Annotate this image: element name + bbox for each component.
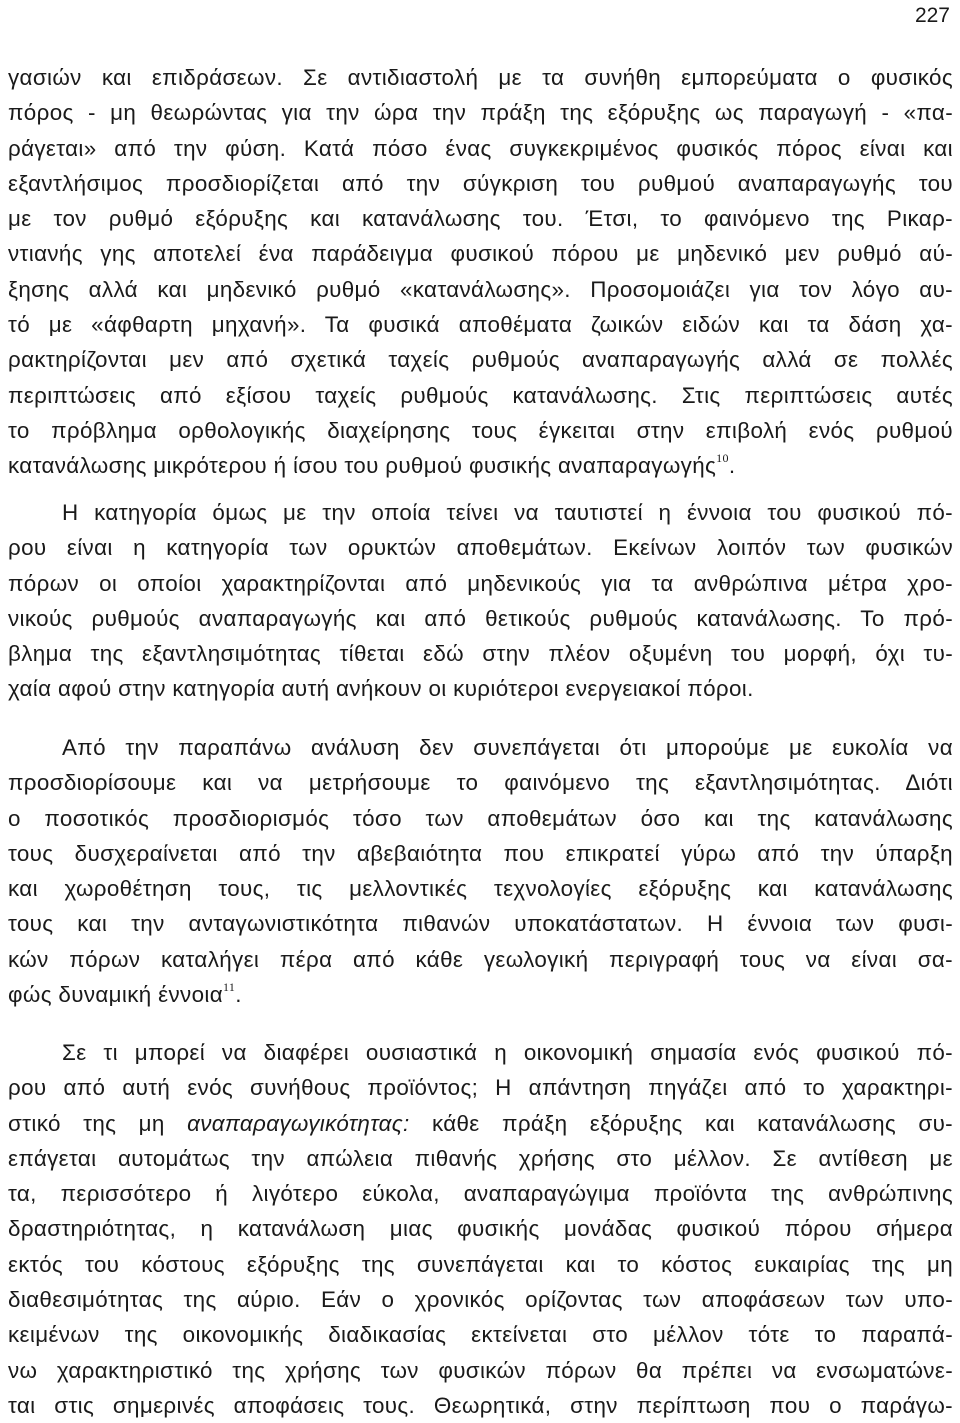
paragraph-3 <box>8 730 953 1012</box>
text-line: τό με «άφθαρτη μηχανή». Τα φυσικά αποθέματα ζωικών ειδών και τα δάση χα- <box>8 312 953 338</box>
text-fragment: κατανάλωσης μικρότερου ή ίσου του ρυθμού φυσικής αναπαραγωγής <box>8 453 717 479</box>
text-line: κειμένων της οικονομικής διαδικασίας εκτείνεται στο μέλλον τότε το παραπά- <box>8 1322 953 1348</box>
text-line: και χωροθέτηση τους, τις μελλοντικές τεχνολογίες εξόρυξης και κατανάλωσης <box>8 876 953 902</box>
text-fragment: Από την παραπάνω ανάλυση δεν συνεπάγεται ότι μπορούμε με ευκολία να <box>62 735 953 760</box>
text-line: χαία αφού στην κατηγορία αυτή ανήκουν οι κυριότεροι ενεργειακοί πόροι. <box>8 676 754 702</box>
paragraph-2 <box>8 495 953 707</box>
footnote-reference[interactable]: 11 <box>223 980 236 995</box>
text-line: το πρόβλημα ορθολογικής διαχείρησης τους έγκειται στην επιβολή ενός ρυθμού <box>8 417 953 443</box>
punctuation: . <box>728 453 736 479</box>
text-line: πόρων οι οποίοι χαρακτηρίζονται από μηδενικούς για τα ανθρώπινα μέτρα χρο- <box>8 570 953 596</box>
text-fragment: κάθε πράξη εξόρυξης και κατανάλωσης συ- <box>409 1110 953 1136</box>
text-line: ο ποσοτικός προσδιορισμός τόσο των αποθεμάτων όσο και της κατανάλωσης <box>8 805 953 831</box>
text-line: τα, περισσότερο ή λιγότερο εύκολα, αναπαραγώγιμα προϊόντα της ανθρώπινης <box>8 1181 953 1207</box>
text-line: νικούς ρυθμούς αναπαραγωγής και από θετικούς ρυθμούς κατανάλωσης. Το πρό- <box>8 605 953 631</box>
text-line <box>8 448 953 483</box>
text-fragment: στικό της μη <box>8 1110 188 1136</box>
text-line: κών πόρων καταλήγει πέρα από κάθε γεωλογική περιγραφή τους να είναι σα- <box>8 946 953 972</box>
text-line: ται στις σημερινές αποφάσεις τους. Θεωρητικά, στην περίπτωση που ο παράγω- <box>8 1392 953 1418</box>
text-line: περιπτώσεις από εξίσου ταχείς ρυθμούς κατανάλωσης. Στις περιπτώσεις αυτές <box>8 382 953 408</box>
text-line: επάγεται αυτομάτως την απώλεια πιθανής χρήσης στο μέλλον. Σε αντίθεση με <box>8 1145 953 1171</box>
punctuation: . <box>235 982 242 1008</box>
text-line: διαθεσιμότητας της αύριο. Εάν ο χρονικός ορίζοντας των αποφάσεων των υπο- <box>8 1287 953 1313</box>
text-line: ξησης αλλά και μηδενικό ρυθμό «κατανάλωσης». Προσομοιάζει για τον λόγο αυ- <box>8 276 953 302</box>
text-line: ρακτηρίζονται μεν από σχετικά ταχείς ρυθμούς αναπαραγωγής αλλά σε πολλές <box>8 347 953 373</box>
text-line: πόρος - μη θεωρώντας για την ώρα την πράξη της εξόρυξης ως παραγωγή - «πα- <box>8 100 953 126</box>
footnote-reference[interactable]: 10 <box>716 451 729 466</box>
text-line: προσδιορίσουμε και να μετρήσουμε το φαινόμενο της εξαντλησιμότητας. Διότι <box>8 770 953 796</box>
text-line <box>8 977 953 1012</box>
text-line: με τον ρυθμό εξόρυξης και κατανάλωσης του. Έτσι, το φαινόμενο της Ρικαρ- <box>8 206 953 232</box>
text-fragment: Η κατηγορία όμως με την οποία τείνει να ταυτιστεί η έννοια του φυσικού πό- <box>62 500 953 525</box>
text-fragment: φώς δυναμική έννοια <box>8 982 223 1008</box>
text-line: ντιανής γης αποτελεί ένα παράδειγμα φυσικού πόρου με μηδενικό μεν ρυθμό αύ- <box>8 241 953 267</box>
italic-term: αναπαραγωγικότητας: <box>187 1110 410 1136</box>
text-line: ρου από αυτή ενός συνήθους προϊόντος; Η απάντηση πηγάζει από το χαρακτηρι- <box>8 1075 953 1101</box>
text-line <box>8 730 953 765</box>
text-fragment: Σε τι μπορεί να διαφέρει ουσιαστικά η οικονομική σημασία ενός φυσικού πό- <box>62 1040 953 1065</box>
text-line <box>8 1106 953 1141</box>
text-line: νω χαρακτηριστικό της χρήσης των φυσικών πόρων θα πρέπει να ενσωματώνε- <box>8 1357 953 1383</box>
text-line: ράγεται» από την φύση. Κατά πόσο ένας συγκεκριμένος φυσικός πόρος είναι και <box>8 135 953 161</box>
text-line: τους δυσχεραίνεται από την αβεβαιότητα που επικρατεί γύρω από την ύπαρξη <box>8 840 953 866</box>
text-line: τους και την ανταγωνιστικότητα πιθανών υποκατάστατων. Η έννοια των φυσι- <box>8 911 953 937</box>
text-line <box>8 1035 953 1070</box>
text-line: εκτός του κόστους εξόρυξης της συνεπάγεται και το κόστος ευκαιρίας της μη <box>8 1251 953 1277</box>
paragraph-1 <box>8 60 953 484</box>
text-line: βλημα της εξαντλησιμότητας τίθεται εδώ στην πλέον οξυμένη του μορφή, όχι τυ- <box>8 641 953 667</box>
text-line: εξαντλήσιμος προσδιορίζεται από την σύγκριση του ρυθμού αναπαραγωγής του <box>8 170 953 196</box>
text-line: γασιών και επιδράσεων. Σε αντιδιαστολή με τα συνήθη εμπορεύματα ο φυσικός <box>8 65 953 90</box>
paragraph-4 <box>8 1035 953 1423</box>
text-line: ρου είναι η κατηγορία των ορυκτών αποθεμάτων. Εκείνων λοιπόν των φυσικών <box>8 535 953 561</box>
page-number: 227 <box>914 4 950 27</box>
text-line: δραστηριότητας, η κατανάλωση μιας φυσικής μονάδας φυσικού πόρου σήμερα <box>8 1216 953 1242</box>
text-line <box>8 495 953 530</box>
